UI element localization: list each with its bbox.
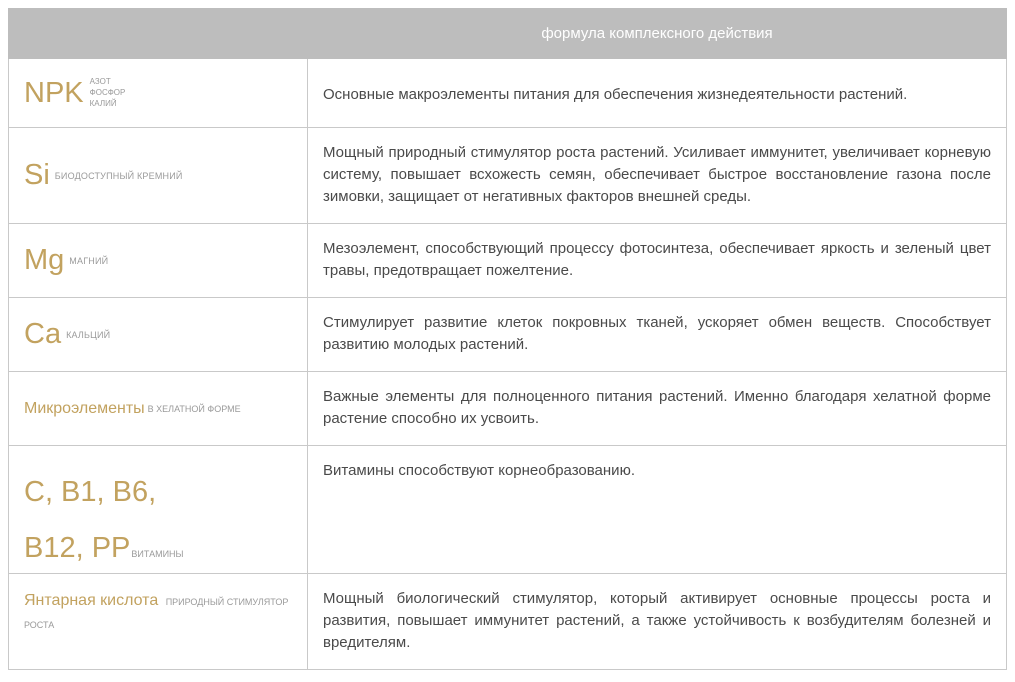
note-phosphorus: ФОСФОР — [89, 87, 126, 97]
element-note-si: БИОДОСТУПНЫЙ КРЕМНИЙ — [54, 170, 183, 181]
element-notes-npk — [90, 76, 126, 109]
element-description-ca: Стимулирует развитие клеток покровных тканей, ускоряет обмен веществ. Способствует развитию молодых растений. — [323, 314, 991, 353]
element-note-ca: КАЛЬЦИЙ — [66, 329, 111, 340]
table-row-vitamins — [8, 446, 1007, 574]
note-potassium: КАЛИЙ — [89, 98, 117, 108]
element-description-npk: Основные макроэлементы питания для обеспечения жизнедеятельности растений. — [323, 86, 908, 103]
element-note-succinic-acid: ПРИРОДНЫЙ СТИМУЛЯТОР РОСТА — [24, 597, 289, 630]
element-description-mg: Мезоэлемент, способствующий процессу фотосинтеза, обеспечивает яркость и зеленый цвет травы, предотвращает пожелтение. — [323, 240, 991, 279]
element-symbol-ca: Ca — [24, 318, 62, 350]
table-header — [8, 8, 1007, 59]
table-row-si — [8, 128, 1007, 224]
table-row-mg — [8, 224, 1007, 298]
element-symbol-npk: NPK — [24, 76, 84, 109]
element-symbol-microelements: Микроэлементы — [24, 399, 145, 417]
vitamins-line-2-text: В12, РР — [24, 532, 131, 564]
element-cell-succinic-acid — [9, 574, 308, 669]
table-row-ca — [8, 298, 1007, 372]
element-cell-npk — [9, 59, 308, 127]
element-description-si: Мощный природный стимулятор роста растений. Усиливает иммунитет, увеличивает корневую систему, повышает всхожесть семян, обеспечивает быстрое восстановление газона после зимовки, защищает от негативных факторов внешней среды. — [323, 144, 991, 205]
header-title: формула комплексного действия — [541, 25, 773, 42]
element-note-mg: МАГНИЙ — [69, 255, 109, 266]
element-symbol-succinic-acid: Янтарная кислота — [24, 592, 159, 609]
element-cell-ca — [9, 298, 308, 371]
table-row-npk — [8, 59, 1007, 128]
element-cell-microelements — [9, 372, 308, 445]
element-description-microelements: Важные элементы для полноценного питания растений. Именно благодаря хелатной форме растение способно их усвоить. — [323, 388, 991, 427]
element-cell-vitamins — [9, 446, 308, 573]
header-left-cell — [9, 9, 308, 58]
succinic-acid-wrap — [24, 590, 307, 636]
element-description-succinic-acid: Мощный биологический стимулятор, который активирует основные процессы роста и развития, повышает иммунитет растений, а также устойчивость к возбудителям болезней и вредителям. — [323, 590, 991, 651]
element-cell-si — [9, 128, 308, 223]
composition-table — [8, 8, 1007, 670]
element-description-vitamins: Витамины способствуют корнеобразованию. — [323, 462, 635, 479]
note-nitrogen: АЗОТ — [89, 76, 111, 86]
element-note-microelements: В ХЕЛАТНОЙ ФОРМЕ — [147, 403, 241, 414]
table-row-succinic-acid — [8, 574, 1007, 670]
element-cell-mg — [9, 224, 308, 297]
element-symbol-mg: Mg — [24, 244, 65, 276]
element-symbol-si: Si — [24, 159, 50, 191]
vitamins-line-2 — [24, 520, 184, 582]
element-note-vitamins: ВИТАМИНЫ — [131, 549, 184, 559]
table-row-microelements — [8, 372, 1007, 446]
vitamins-line-1: С, В1, В6, — [24, 476, 157, 508]
element-symbol-vitamins — [24, 464, 184, 582]
